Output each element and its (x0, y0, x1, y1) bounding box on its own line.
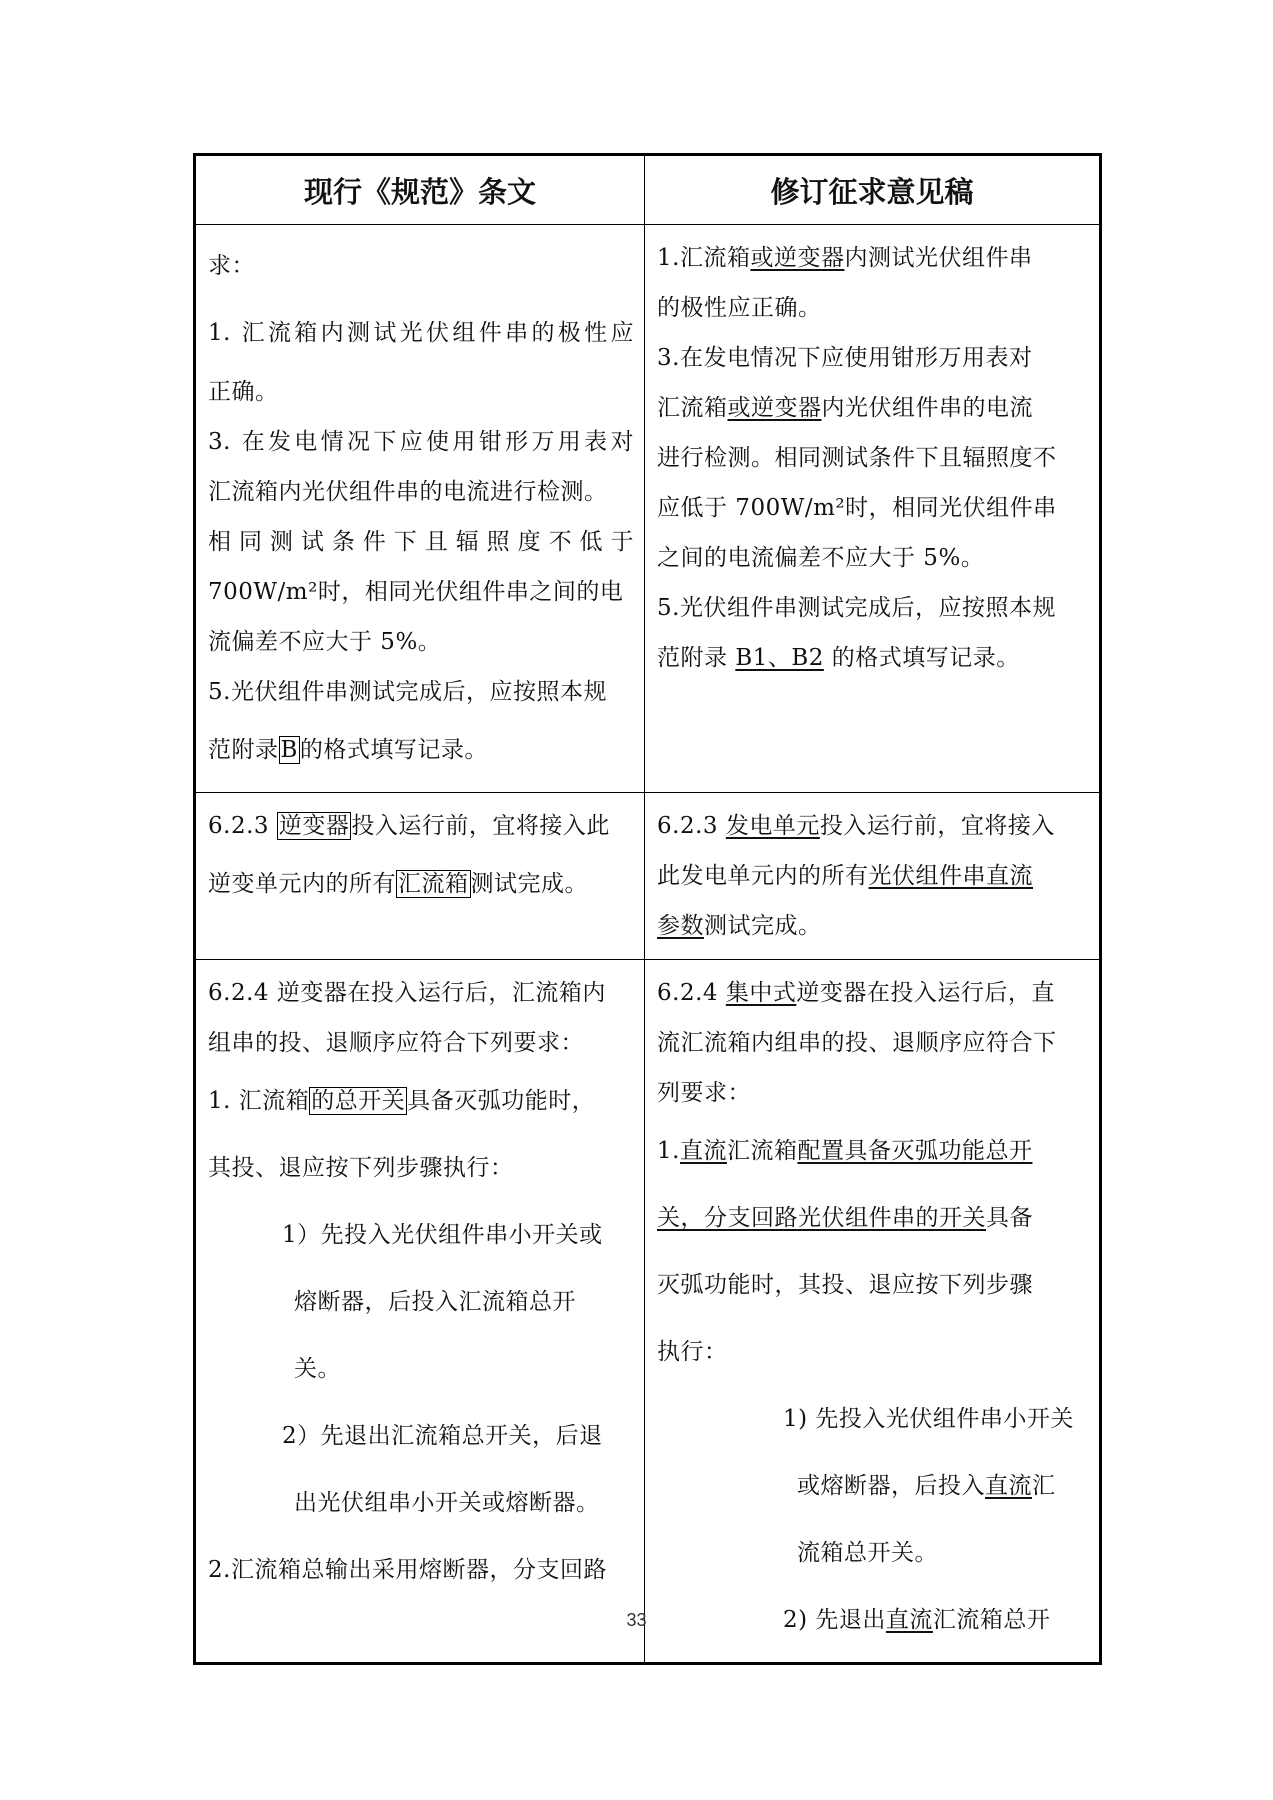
text-line (657, 801, 1089, 851)
text-line: 流偏差不应大于 5%。 (208, 629, 442, 655)
revised-draft-cell (645, 793, 1101, 960)
header-revised-draft: 修订征求意见稿 (645, 155, 1101, 225)
underlined-added-text: 直流 (985, 1473, 1032, 1499)
text-line (657, 901, 1089, 951)
text-line: 1. 汇流箱内测试光伏组件串的极性应 (208, 320, 634, 346)
text-line: 应低于 700W/m²时，相同光伏组件串 (657, 495, 1057, 521)
text-span: 具备灭弧功能时， (407, 1088, 596, 1114)
text-line: 出光伏组串小开关或熔断器。 (294, 1490, 600, 1516)
boxed-deleted-text: B (280, 737, 298, 763)
text-line (657, 383, 1089, 433)
table-row (195, 225, 1101, 793)
current-clause-cell (195, 793, 645, 960)
underlined-added-text: 发电单元 (725, 813, 820, 839)
text-line: 流汇流箱内组串的投、退顺序应符合下 (657, 1030, 1057, 1056)
text-span: 投入运行前，宜将接入此 (351, 813, 610, 839)
underlined-added-text: 关，分支回路光伏组件串的开关 (657, 1205, 986, 1231)
underlined-added-text: 集中式 (725, 980, 797, 1006)
text-line (208, 1068, 634, 1135)
text-span: 6.2.3 (657, 813, 726, 839)
text-span: 具备 (986, 1205, 1033, 1231)
text-line: 2）先退出汇流箱总开关，后退 (282, 1423, 603, 1449)
current-clause-cell (195, 960, 645, 1664)
boxed-deleted-text: 逆变器 (278, 813, 350, 839)
text-line (208, 801, 634, 851)
text-line: 1) 先投入光伏组件串小开关 (783, 1406, 1074, 1432)
text-line: 2.汇流箱总输出采用熔断器，分支回路 (208, 1557, 607, 1583)
page-number: 33 (626, 1610, 647, 1630)
underlined-added-text: 参数 (657, 913, 704, 939)
text-line: 5.光伏组件串测试完成后，应按照本规 (208, 679, 607, 705)
text-span: 的格式填写记录。 (299, 737, 488, 763)
table-row (195, 793, 1101, 960)
text-line: 熔断器，后投入汇流箱总开 (294, 1289, 576, 1315)
text-span: 汇流箱 (657, 395, 728, 421)
text-line (657, 233, 1089, 283)
text-line: 6.2.4 逆变器在投入运行后，汇流箱内 (208, 980, 606, 1006)
text-line: 正确。 (208, 379, 279, 405)
text-span: 汇流箱 (726, 1138, 798, 1164)
text-span: 1. (657, 1138, 680, 1164)
text-line: 3. 在发电情况下应使用钳形万用表对 (208, 429, 634, 455)
underlined-added-text: 光伏组件串直流 (868, 863, 1033, 889)
underlined-added-text: 配置具备灭弧功能总开 (797, 1138, 1033, 1164)
text-line (657, 633, 1089, 683)
text-line: 进行检测。相同测试条件下且辐照度不 (657, 445, 1057, 471)
text-span: 逆变器在投入运行后，直 (796, 980, 1055, 1006)
text-line: 灭弧功能时，其投、退应按下列步骤 (657, 1272, 1033, 1298)
text-span: 2) 先退出 (783, 1607, 886, 1633)
underlined-added-text: B1、B2 (735, 645, 824, 671)
boxed-deleted-text: 汇流箱 (398, 871, 469, 897)
text-span: 投入运行前，宜将接入 (819, 813, 1055, 839)
text-line: 求： (208, 253, 255, 279)
underlined-added-text: 直流 (885, 1607, 933, 1633)
text-line: 的极性应正确。 (657, 295, 822, 321)
revised-draft-cell (645, 960, 1101, 1664)
text-line: 相同测试条件下且辐照度不低于 (208, 529, 634, 555)
text-span: 6.2.3 (208, 813, 277, 839)
text-line (657, 968, 1089, 1018)
text-span: 汇流箱总开 (932, 1607, 1051, 1633)
text-line: 其投、退应按下列步骤执行： (208, 1155, 514, 1181)
text-span: 的格式填写记录。 (823, 645, 1020, 671)
text-line: 流箱总开关。 (797, 1540, 938, 1566)
text-line: 3.在发电情况下应使用钳形万用表对 (657, 345, 1033, 371)
text-span: 1. 汇流箱 (208, 1088, 310, 1114)
text-line: 1）先投入光伏组件串小开关或 (282, 1222, 603, 1248)
text-line (657, 1185, 1089, 1252)
underlined-added-text: 直流 (679, 1138, 727, 1164)
text-line (208, 717, 634, 784)
text-span: 逆变单元内的所有 (208, 871, 396, 897)
text-span: 或熔断器，后投入 (797, 1473, 985, 1499)
boxed-deleted-text: 的总开关 (311, 1088, 406, 1114)
text-line (657, 1118, 1089, 1185)
header-row (195, 155, 1101, 225)
text-span: 1.汇流箱 (657, 245, 751, 271)
text-line (657, 1453, 1089, 1520)
text-line (657, 851, 1089, 901)
comparison-table (193, 153, 1102, 1665)
text-line: 关。 (294, 1356, 341, 1382)
table-row (195, 960, 1101, 1664)
text-span: 范附录 (657, 645, 736, 671)
text-span: 6.2.4 (657, 980, 726, 1006)
text-line: 执行： (657, 1339, 728, 1365)
underlined-added-text: 或逆变器 (750, 245, 845, 271)
text-line: 组串的投、退顺序应符合下列要求： (208, 1030, 584, 1056)
text-line: 汇流箱内光伏组件串的电流进行检测。 (208, 479, 608, 505)
text-line: 列要求： (657, 1080, 751, 1106)
text-line (208, 851, 634, 918)
text-span: 内测试光伏组件串 (844, 245, 1033, 271)
text-line: 5.光伏组件串测试完成后，应按照本规 (657, 595, 1056, 621)
text-span: 内光伏组件串的电流 (821, 395, 1033, 421)
text-span: 测试完成。 (704, 913, 822, 939)
underlined-added-text: 或逆变器 (727, 395, 822, 421)
text-span: 此发电单元内的所有 (657, 863, 869, 889)
current-clause-cell (195, 225, 645, 793)
header-current-clause: 现行《规范》条文 (195, 155, 645, 225)
revised-draft-cell (645, 225, 1101, 793)
text-span: 测试完成。 (470, 871, 588, 897)
text-line: 之间的电流偏差不应大于 5%。 (657, 545, 985, 571)
text-span: 汇 (1032, 1473, 1056, 1499)
text-span: 范附录 (208, 737, 279, 763)
text-line: 700W/m²时，相同光伏组件串之间的电 (208, 579, 624, 605)
